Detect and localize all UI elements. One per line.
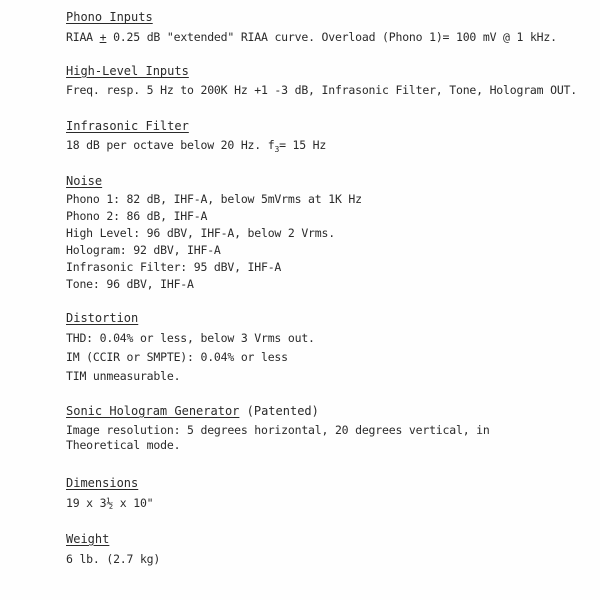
noise-line: High Level: 96 dBV, IHF-A, below 2 Vrms. <box>66 226 335 240</box>
infrasonic-filter-spec-line: 18 dB per octave below 20 Hz. $f_3= 15$ Hz <box>66 138 327 154</box>
noise-line: Phono 1: 82 dB, IHF-A, below 5mVrms at 1K Hz <box>66 192 362 206</box>
section-dimensions <box>66 475 586 512</box>
weight-heading: Weight <box>66 532 110 546</box>
sonic-hologram-line: Image resolution: 5 degrees horizontal, 20 degrees vertical, in <box>66 423 490 437</box>
section-phono-inputs <box>66 9 586 46</box>
noise-line: Infrasonic Filter: 95 dBV, IHF-A <box>66 260 282 274</box>
noise-line: Tone: 96 dBV, IHF-A <box>66 277 194 291</box>
noise-heading: Noise <box>66 174 103 188</box>
dimensions-spec-line: 19 x 3½ x 10" <box>66 496 154 510</box>
plus-minus-symbol: + <box>99 30 107 44</box>
noise-line: Phono 2: 86 dB, IHF-A <box>66 209 208 223</box>
section-high-level-inputs <box>66 63 586 99</box>
distortion-line: THD: 0.04% or less, below 3 Vrms out. <box>66 331 315 345</box>
sonic-hologram-heading: Sonic Hologram Generator (Patented) <box>66 404 319 418</box>
sonic-hologram-line: Theoretical mode. <box>66 438 181 452</box>
section-noise <box>66 173 586 293</box>
phono-inputs-heading: Phono Inputs <box>66 10 153 24</box>
distortion-heading: Distortion <box>66 311 139 325</box>
noise-line: Hologram: 92 dBV, IHF-A <box>66 243 221 257</box>
phono-inputs-spec-line: RIAA + 0.25 dB "extended" RIAA curve. Overload (Phono 1)= 100 mV @ 1 kHz. <box>66 30 557 44</box>
distortion-line: TIM unmeasurable. <box>66 369 181 383</box>
section-sonic-hologram-generator <box>66 403 586 453</box>
infrasonic-filter-heading: Infrasonic Filter <box>66 119 189 133</box>
section-distortion <box>66 310 586 386</box>
section-weight <box>66 531 586 568</box>
section-infrasonic-filter <box>66 118 586 158</box>
weight-spec-line: 6 lb. (2.7 kg) <box>66 552 161 566</box>
dimensions-heading: Dimensions <box>66 476 139 490</box>
distortion-line: IM (CCIR or SMPTE): 0.04% or less <box>66 350 288 364</box>
high-level-inputs-heading: High-Level Inputs <box>66 64 189 78</box>
high-level-inputs-spec-line: Freq. resp. 5 Hz to 200K Hz +1 -3 dB, Infrasonic Filter, Tone, Hologram OUT. <box>66 83 577 97</box>
